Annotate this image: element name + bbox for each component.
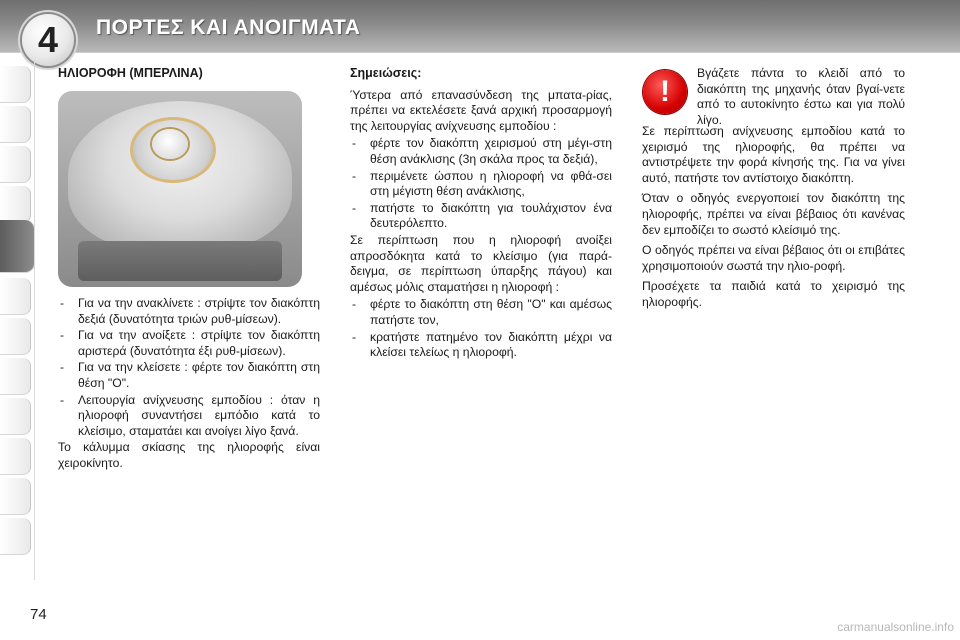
safety-paragraph: Όταν ο οδηγός ενεργοποιεί τον διακόπτη της ηλιοροφής, πρέπει να είναι βέβαιος ότι κανένας δεν εμποδίζει το σωστό κλείσιμό της.: [642, 191, 905, 237]
chapter-tab[interactable]: [0, 278, 31, 315]
list-item: - Για να την ανακλίνετε : στρίψτε τον διακόπτη δεξιά (δυνατότητα τριών ρυθ-μίσεων).: [58, 296, 320, 327]
list-item: - πατήστε το διακόπτη για τουλάχιστον ένα δευτερόλεπτο.: [350, 201, 612, 232]
chapter-tab[interactable]: [0, 398, 31, 435]
chapter-tab[interactable]: [0, 106, 31, 143]
page-title: ΠΟΡΤΕΣ ΚΑΙ ΑΝΟΙΓΜΑΤΑ: [96, 16, 361, 39]
tab-divider: [34, 60, 35, 580]
chapter-tab-strip: [0, 52, 34, 580]
closing-paragraph: Το κάλυμμα σκίασης της ηλιοροφής είναι χειροκίνητο.: [58, 440, 320, 470]
instructions-list: [58, 296, 320, 439]
notes-mid-paragraph: Σε περίπτωση που η ηλιοροφή ανοίξει απροσδόκητα κατά το κλείσιμο (για παρά-δειγμα, σε περίπτωση ύπαρξης πάγου) και αμέσως μόλις σταματήσει η ηλιοροφή :: [350, 232, 612, 294]
safety-paragraph: Ο οδηγός πρέπει να είναι βέβαιος ότι οι επιβάτες χρησιμοποιούν σωστά την ηλιο-ροφή.: [642, 243, 905, 273]
notes-intro: Ύστερα από επανασύνδεση της μπατα-ρίας, πρέπει να εκτελέσετε ξανά αρχική προσαρμογή της λειτουργίας ανίχνευσης εμποδίου :: [350, 87, 612, 133]
chapter-tab-active[interactable]: [0, 220, 35, 273]
watermark: carmanualsonline.info: [837, 620, 954, 634]
overhead-console: [78, 241, 282, 281]
list-item: - κρατήστε πατημένο τον διακόπτη μέχρι να κλείσει τελείως η ηλιοροφή.: [350, 330, 612, 361]
chapter-tab[interactable]: [0, 358, 31, 395]
section-heading: ΗΛΙΟΡΟΦΗ (ΜΠΕΡΛΙΝΑ): [58, 66, 203, 80]
middle-column: [350, 66, 612, 362]
page-number: 74: [30, 606, 47, 623]
safety-paragraph: Σε περίπτωση ανίχνευσης εμποδίου κατά το χειρισμό της ηλιοροφής, θα πρέπει να αντιστρέψετε την φορά κίνησής της. Για να γίνει αυτό, πατήστε τον αντίστοιχο διακόπτη.: [642, 124, 905, 185]
chapter-tab[interactable]: [0, 518, 31, 555]
warning-exclamation-icon: [643, 70, 687, 114]
chapter-tab[interactable]: [0, 478, 31, 515]
chapter-tab[interactable]: [0, 186, 31, 223]
chapter-tab[interactable]: [0, 66, 31, 103]
list-item: - Για να την κλείσετε : φέρτε τον διακόπτη στη θέση "O".: [58, 360, 320, 391]
chapter-tab[interactable]: [0, 146, 31, 183]
reset-steps-list: [350, 136, 612, 232]
warning-paragraph: Βγάζετε πάντα το κλειδί από το διακόπτη της μηχανής όταν βγαί-νετε από το αυτοκίνητο έστω και για πολύ λίγο.: [697, 66, 905, 127]
exclamation-icon: !: [660, 75, 670, 108]
left-column: [58, 66, 320, 88]
right-column: [642, 124, 905, 313]
list-item: - περιμένετε ώσπου η ηλιοροφή να φθά-σει στη μέγιστη θέση ανάκλισης,: [350, 169, 612, 200]
warning-text: [697, 66, 905, 130]
chapter-tab[interactable]: [0, 318, 31, 355]
list-item: - φέρτε τον διακόπτη χειρισμού στη μέγι-στη θέση ανάκλισης (3η σκάλα προς τα δεξιά),: [350, 136, 612, 167]
chapter-tab[interactable]: [0, 438, 31, 475]
list-item: - Για να την ανοίξετε : στρίψτε τον διακόπτη αριστερά (δυνατότητα έξι ρυθ-μίσεων).: [58, 328, 320, 359]
notes-heading: Σημειώσεις:: [350, 66, 422, 80]
chapter-number: 4: [37, 19, 59, 60]
list-item: - Λειτουργία ανίχνευσης εμποδίου : όταν η ηλιοροφή συναντήσει εμπόδιο κατά το κλείσιμο, σταματάει και ανοίγει λίγο ξανά.: [58, 393, 320, 440]
list-item: - φέρτε το διακόπτη στη θέση "O" και αμέσως πατήστε τον,: [350, 297, 612, 328]
left-column-text: [58, 296, 320, 474]
sunroof-control-photo: [58, 91, 302, 287]
safety-paragraph: Προσέχετε τα παιδιά κατά το χειρισμό της ηλιοροφής.: [642, 279, 905, 309]
recovery-steps-list: [350, 297, 612, 360]
sunroof-dial-knob: [152, 129, 188, 159]
